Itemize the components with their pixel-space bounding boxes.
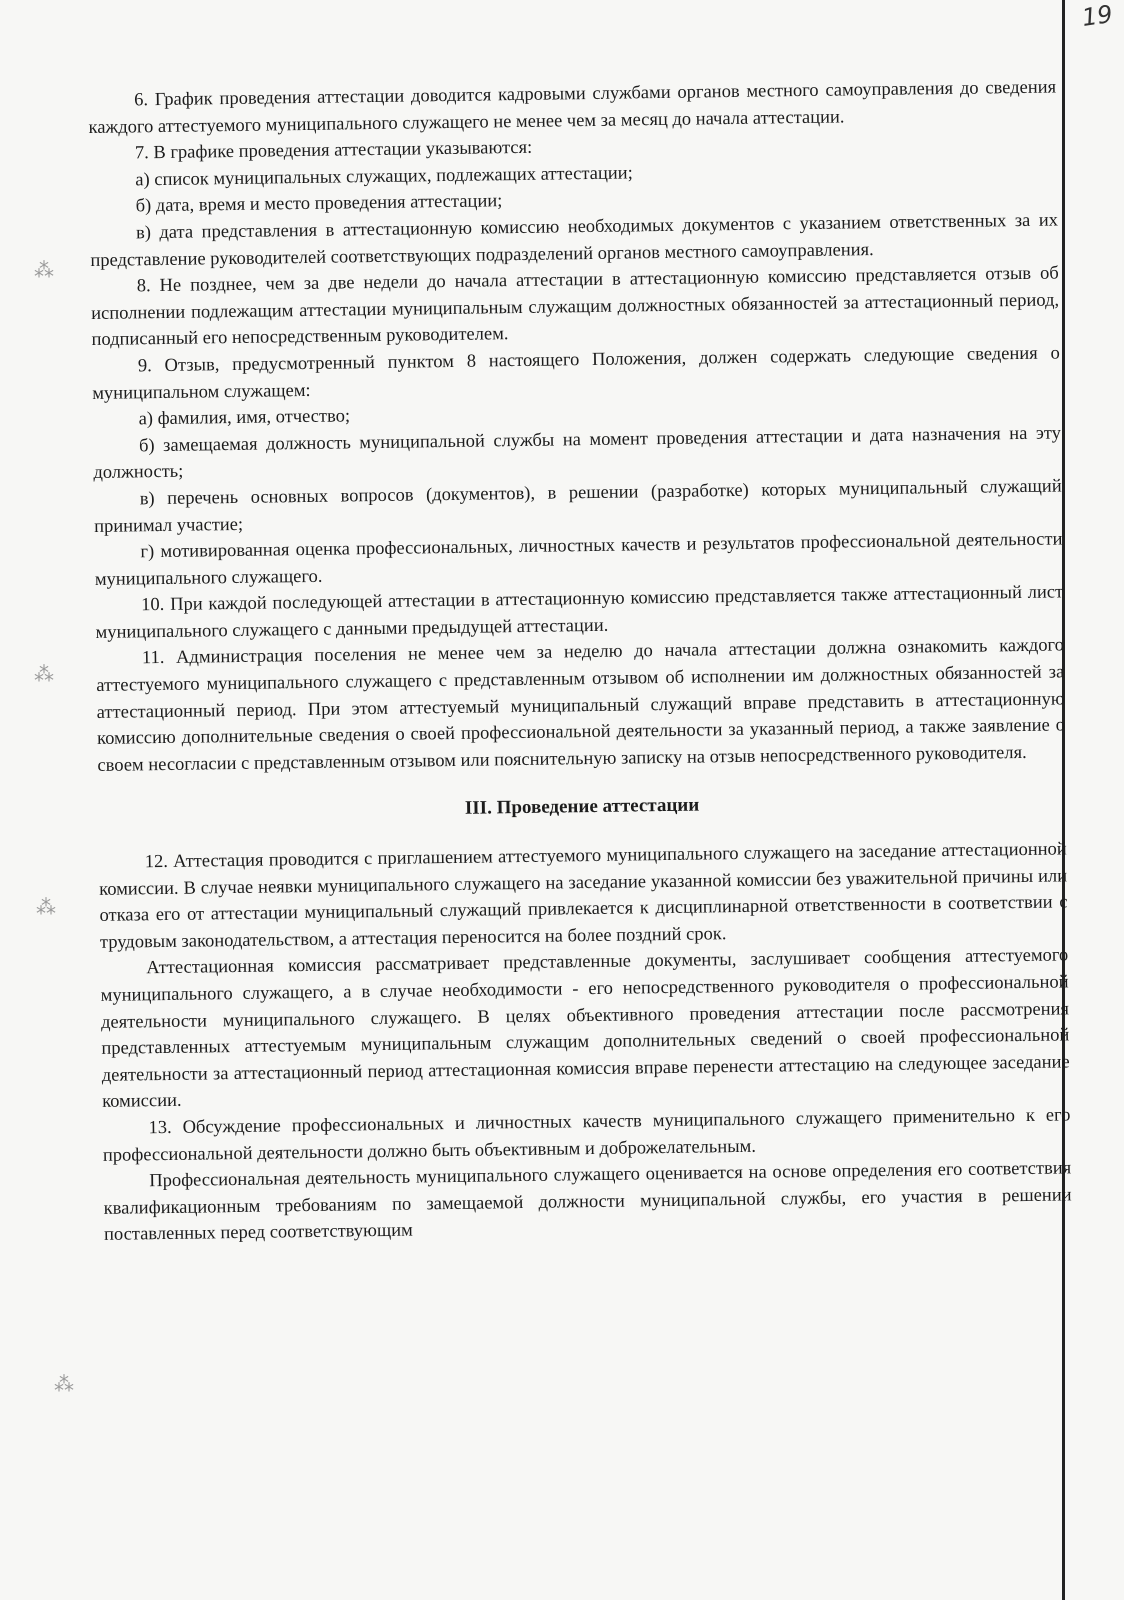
list-item-7c: в) дата представления в аттестационную комиссию необходимых документов с указанием ответственных за их представление руководителей соответствующих подразделений органов местного самоуправления. <box>90 210 1059 271</box>
paragraph-11: 11. Администрация поселения не менее чем за неделю до начала аттестации должна ознакомить каждого аттестуемого муниципального служащего с представленным отзывом об исполнении им должностных обязанностей за аттестационный период. При этом аттестуемый муниципальный служащий вправе представить в аттестационную комиссию дополнительные сведения о своей профессиональной деятельности за указанный период, а также заявление о своем несогласии с представленным отзывом или пояснительную записку на отзыв непосредственного руководителя. <box>96 635 1066 776</box>
paragraph-6: 6. График проведения аттестации доводится кадровыми службами органов местного самоуправления до сведения каждого аттестуемого муниципального служащего не менее чем за месяц до начала аттестации. <box>88 77 1057 138</box>
paragraph-12-continued: Аттестационная комиссия рассматривает представленные документы, заслушивает сообщения аттестуемого муниципального служащего, а в случае необходимости - его непосредственного руководителя о профессиональной деятельности муниципального служащего. В целях объективного проведения аттестации после рассмотрения представленных аттестуемым муниципальным служащим дополнительных сведений о своей профессиональной деятельности за аттестационный период аттестационная комиссия вправе перенести аттестацию на следующее заседание комиссии. <box>100 945 1070 1113</box>
document-body <box>88 74 1072 1248</box>
list-item-9c: в) перечень основных вопросов (документов), в решении (разработке) которых муниципальный служащий принимал участие; <box>93 476 1062 537</box>
list-item-9d: г) мотивированная оценка профессиональных, личностных качеств и результатов профессиональной деятельности муниципального служащего. <box>94 529 1063 590</box>
paragraph-13: 13. Обсуждение профессиональных и личностных качеств муниципального служащего применительно к его профессиональной деятельности должно быть объективным и доброжелательным. <box>102 1105 1071 1166</box>
list-item-9a: а) фамилия, имя, отчество; <box>138 406 351 430</box>
margin-mark-icon: ⁂ <box>36 895 56 919</box>
paragraph-9: 9. Отзыв, предусмотренный пунктом 8 настоящего Положения, должен содержать следующие сведения о муниципальном служащем: <box>92 343 1060 404</box>
list-item-9b: б) замещаемая должность муниципальной службы на момент проведения аттестации и дата назначения на эту должность; <box>93 423 1062 484</box>
margin-mark-icon: ⁂ <box>34 258 54 282</box>
paragraph-10: 10. При каждой последующей аттестации в аттестационную комиссию представляется также аттестационный лист муниципального служащего с данными предыдущей аттестации. <box>95 582 1064 643</box>
list-item-7b: б) дата, время и место проведения аттестации; <box>135 191 503 217</box>
paragraph-12: 12. Аттестация проводится с приглашением аттестуемого муниципального служащего на заседание аттестационной комиссии. В случае неявки муниципального служащего на заседание указанной комиссии без уважительной причины или отказа его от аттестации муниципальный служащий привлекается к дисциплинарной ответственности в соответствии с трудовым законодательством, а аттестация переносится на более поздний срок. <box>99 839 1068 953</box>
paragraph-7: 7. В графике проведения аттестации указываются: <box>134 137 533 164</box>
section-heading: III. Проведение аттестации <box>464 794 700 820</box>
paragraph-13-continued: Профессиональная деятельность муниципального служащего оценивается на основе определения его соответствия квалификационным требованиям по замещаемой должности муниципальной службы, его участия в решении поставленных перед соответствующим <box>103 1158 1072 1246</box>
margin-mark-icon: ⁂ <box>54 1372 74 1396</box>
paragraph-8: 8. Не позднее, чем за две недели до начала аттестации в аттестационную комиссию представляется отзыв об исполнении подлежащим аттестации муниципальным служащим должностных обязанностей за аттестационный период, подписанный его непосредственным руководителем. <box>91 263 1060 351</box>
page-number: 19 <box>1080 0 1115 32</box>
list-item-7a: а) список муниципальных служащих, подлежащих аттестации; <box>135 163 633 191</box>
margin-mark-icon: ⁂ <box>34 662 54 686</box>
